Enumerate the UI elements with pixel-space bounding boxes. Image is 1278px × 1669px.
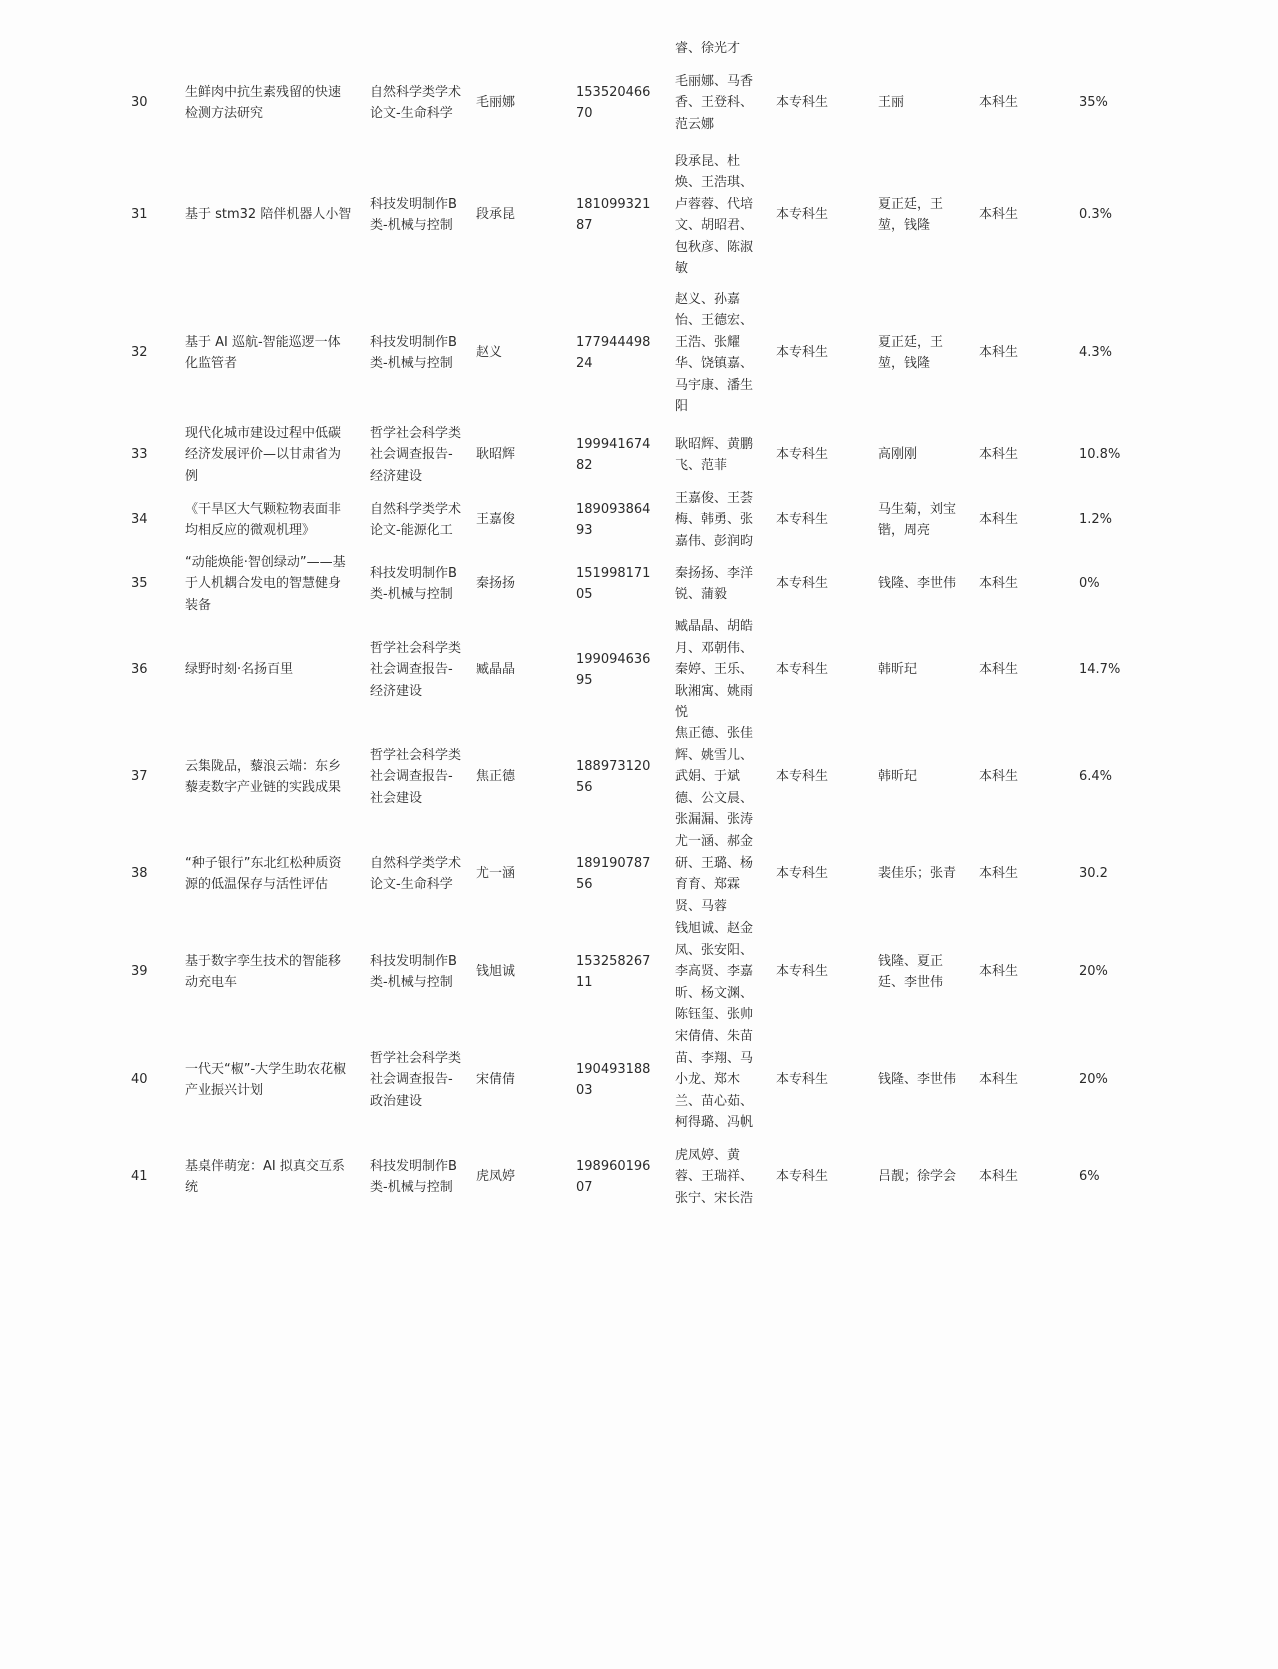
phone-number: 18909386493 — [576, 501, 651, 538]
table-row — [0, 724, 1278, 830]
row-number: 37 — [131, 769, 148, 785]
team-leader: 宋倩倩 — [476, 1072, 516, 1088]
advisor: 吕靓；徐学会 — [878, 1169, 957, 1185]
team-leader: 耿昭辉 — [476, 447, 516, 463]
project-category: 自然科学类学术论文-生命科学 — [370, 84, 462, 121]
team-members: 钱旭诚、赵金凤、张安阳、李高贤、李嘉昕、杨文渊、陈钰玺、张帅 — [675, 921, 754, 1023]
percentage: 35% — [1079, 95, 1108, 111]
phone-number: 18919078756 — [576, 855, 651, 892]
percentage: 30.2 — [1079, 866, 1108, 882]
table-row — [0, 284, 1278, 422]
phone-number: 19049318803 — [576, 1061, 651, 1098]
team-members: 虎凤婷、黄蓉、王瑞祥、张宁、宋长浩 — [675, 1147, 754, 1206]
table-row — [0, 422, 1278, 488]
degree: 本科生 — [979, 512, 1019, 528]
phone-number: 19994167482 — [576, 436, 651, 473]
advisor: 裴佳乐；张青 — [878, 866, 957, 882]
phone-number: 19909463695 — [576, 651, 651, 688]
carryover-members-fragment: 睿、徐光才 — [675, 41, 741, 56]
row-number: 31 — [131, 207, 148, 223]
team-leader: 臧晶晶 — [476, 662, 516, 678]
table-row — [0, 918, 1278, 1026]
team-members: 焦正德、张佳辉、姚雪儿、武娟、于斌德、公文晨、张漏漏、张涛 — [675, 726, 754, 828]
advisor: 夏正廷，王堃，钱隆 — [878, 196, 944, 233]
percentage: 4.3% — [1079, 345, 1113, 361]
project-category: 科技发明制作B类-机械与控制 — [370, 196, 457, 233]
advisor: 钱隆、李世伟 — [878, 1072, 957, 1088]
education-level: 本专科生 — [776, 1072, 829, 1088]
table-row — [0, 146, 1278, 284]
phone-number: 19896019607 — [576, 1158, 651, 1195]
team-members: 王嘉俊、王荟梅、韩勇、张嘉伟、彭润昀 — [675, 490, 754, 549]
team-members: 尤一涵、郝金研、王璐、杨育育、郑霖贤、马蓉 — [675, 834, 754, 914]
degree: 本科生 — [979, 1169, 1019, 1185]
project-title: 生鲜肉中抗生素残留的快速检测方法研究 — [185, 84, 342, 121]
percentage: 0.3% — [1079, 207, 1113, 223]
row-number: 39 — [131, 964, 148, 980]
advisor: 钱隆、夏正廷、李世伟 — [878, 953, 944, 990]
team-leader: 焦正德 — [476, 769, 516, 785]
row-number: 34 — [131, 512, 148, 528]
percentage: 6% — [1079, 1169, 1100, 1185]
team-leader: 毛丽娜 — [476, 95, 516, 111]
project-category: 科技发明制作B类-机械与控制 — [370, 565, 457, 602]
education-level: 本专科生 — [776, 866, 829, 882]
team-leader: 段承昆 — [476, 207, 516, 223]
degree: 本科生 — [979, 95, 1019, 111]
table-row — [0, 1134, 1278, 1220]
team-members: 宋倩倩、朱苗苗、李翔、马小龙、郑木兰、苗心茹、柯得璐、冯帆 — [675, 1029, 754, 1131]
phone-number: 15325826711 — [576, 953, 651, 990]
education-level: 本专科生 — [776, 576, 829, 592]
advisor: 韩昕玘 — [878, 769, 918, 785]
team-leader: 尤一涵 — [476, 866, 516, 882]
degree: 本科生 — [979, 345, 1019, 361]
advisor: 高刚刚 — [878, 447, 918, 463]
project-category: 自然科学类学术论文-生命科学 — [370, 855, 462, 892]
row-number: 30 — [131, 95, 148, 111]
project-title: 基桌伴萌宠：AI 拟真交互系统 — [185, 1158, 345, 1195]
team-leader: 钱旭诚 — [476, 964, 516, 980]
row-number: 36 — [131, 662, 148, 678]
table-row — [0, 552, 1278, 616]
row-number: 35 — [131, 576, 148, 592]
team-members: 赵义、孙嘉怡、王德宏、王浩、张耀华、饶镇嘉、马宇康、潘生阳 — [675, 291, 754, 414]
education-level: 本专科生 — [776, 345, 829, 361]
row-number: 40 — [131, 1072, 148, 1088]
team-leader: 秦扬扬 — [476, 576, 516, 592]
table-row — [0, 60, 1278, 146]
education-level: 本专科生 — [776, 1169, 829, 1185]
percentage: 0% — [1079, 576, 1100, 592]
team-members: 耿昭辉、黄鹏飞、范菲 — [675, 436, 754, 473]
degree: 本科生 — [979, 207, 1019, 223]
table-row — [0, 830, 1278, 918]
row-number: 41 — [131, 1169, 148, 1185]
phone-number: 18897312056 — [576, 758, 651, 795]
education-level: 本专科生 — [776, 95, 829, 111]
education-level: 本专科生 — [776, 447, 829, 463]
project-title: 基于 AI 巡航-智能巡逻一体化监管者 — [185, 334, 341, 371]
degree: 本科生 — [979, 447, 1019, 463]
percentage: 14.7% — [1079, 662, 1121, 678]
project-title: 现代化城市建设过程中低碳经济发展评价—以甘肃省为例 — [185, 425, 342, 484]
team-members: 秦扬扬、李洋锐、蒲毅 — [675, 565, 754, 602]
percentage: 10.8% — [1079, 447, 1121, 463]
advisor: 马生菊，刘宝锴，周亮 — [878, 501, 957, 538]
project-category: 科技发明制作B类-机械与控制 — [370, 953, 457, 990]
team-leader: 赵义 — [476, 345, 503, 361]
project-category: 哲学社会科学类社会调查报告-经济建设 — [370, 640, 462, 699]
project-title: 基于 stm32 陪伴机器人小智 — [185, 207, 352, 223]
phone-number: 18109932187 — [576, 196, 651, 233]
advisor: 钱隆、李世伟 — [878, 576, 957, 592]
row-number: 33 — [131, 447, 148, 463]
row-number: 38 — [131, 866, 148, 882]
education-level: 本专科生 — [776, 207, 829, 223]
project-category: 科技发明制作B类-机械与控制 — [370, 334, 457, 371]
project-title: 一代天“椒”-大学生助农花椒产业振兴计划 — [185, 1061, 347, 1098]
percentage: 20% — [1079, 1072, 1108, 1088]
project-category: 哲学社会科学类社会调查报告-政治建设 — [370, 1050, 462, 1109]
advisor: 韩昕玘 — [878, 662, 918, 678]
project-title: 《干旱区大气颗粒物表面非均相反应的微观机理》 — [185, 501, 342, 538]
phone-number: 15352046670 — [576, 84, 651, 121]
project-category: 自然科学类学术论文-能源化工 — [370, 501, 462, 538]
percentage: 1.2% — [1079, 512, 1113, 528]
project-title: 绿野时刻·名扬百里 — [185, 662, 294, 678]
degree: 本科生 — [979, 576, 1019, 592]
phone-number: 17794449824 — [576, 334, 651, 371]
education-level: 本专科生 — [776, 512, 829, 528]
team-leader: 虎凤婷 — [476, 1169, 516, 1185]
team-members: 臧晶晶、胡皓月、邓朝伟、秦婷、王乐、耿湘寓、姚雨悦 — [675, 619, 754, 721]
education-level: 本专科生 — [776, 769, 829, 785]
percentage: 20% — [1079, 964, 1108, 980]
team-members: 段承昆、杜焕、王浩琪、卢蓉蓉、代培文、胡昭君、包秋彦、陈淑敏 — [675, 153, 754, 276]
table-row — [0, 488, 1278, 552]
project-category: 科技发明制作B类-机械与控制 — [370, 1158, 457, 1195]
phone-number: 15199817105 — [576, 565, 651, 602]
degree: 本科生 — [979, 866, 1019, 882]
education-level: 本专科生 — [776, 964, 829, 980]
team-members: 毛丽娜、马香香、王登科、范云娜 — [675, 73, 754, 132]
advisor: 王丽 — [878, 95, 905, 111]
project-category: 哲学社会科学类社会调查报告-经济建设 — [370, 425, 462, 484]
project-title: 基于数字孪生技术的智能移动充电车 — [185, 953, 342, 990]
degree: 本科生 — [979, 1072, 1019, 1088]
table-row — [0, 616, 1278, 724]
percentage: 6.4% — [1079, 769, 1113, 785]
project-title: “种子银行”东北红松种质资源的低温保存与活性评估 — [185, 855, 342, 892]
table-row — [0, 1026, 1278, 1134]
degree: 本科生 — [979, 662, 1019, 678]
advisor: 夏正廷，王堃，钱隆 — [878, 334, 944, 371]
degree: 本科生 — [979, 964, 1019, 980]
education-level: 本专科生 — [776, 662, 829, 678]
row-number: 32 — [131, 345, 148, 361]
project-title: 云集陇品，藜浪云端：东乡藜麦数字产业链的实践成果 — [185, 758, 342, 795]
degree: 本科生 — [979, 769, 1019, 785]
project-title: “动能焕能·智创绿动”——基于人机耦合发电的智慧健身装备 — [185, 554, 346, 613]
team-leader: 王嘉俊 — [476, 512, 516, 528]
project-category: 哲学社会科学类社会调查报告-社会建设 — [370, 747, 462, 806]
